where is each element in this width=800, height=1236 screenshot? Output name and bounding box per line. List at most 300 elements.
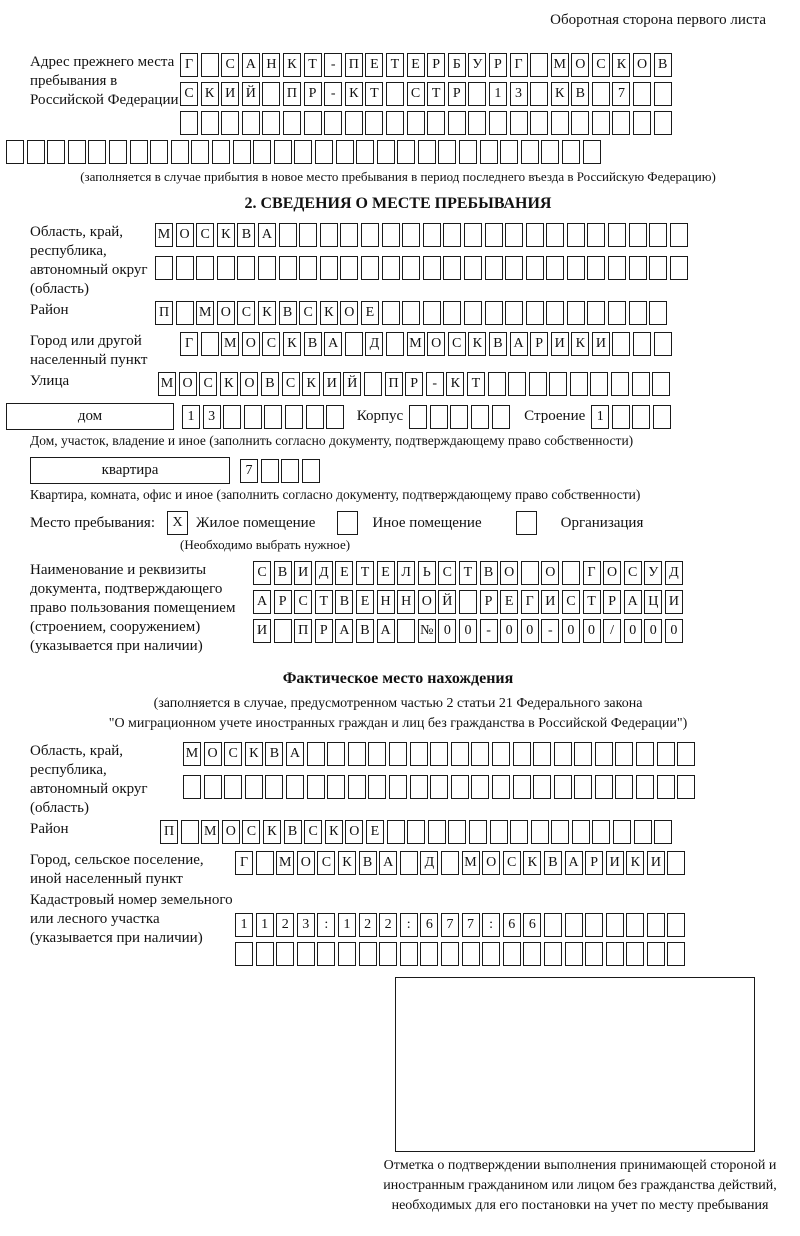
char-cell[interactable] — [304, 111, 322, 135]
char-cell[interactable] — [657, 775, 675, 799]
char-cell[interactable] — [409, 405, 427, 429]
char-cell[interactable] — [348, 742, 366, 766]
char-cell[interactable]: У — [644, 561, 662, 585]
char-cell[interactable]: Д — [365, 332, 383, 356]
char-cell[interactable]: 7 — [462, 913, 480, 937]
char-cell[interactable] — [389, 775, 407, 799]
char-cell[interactable] — [368, 742, 386, 766]
char-cell[interactable] — [572, 820, 590, 844]
char-cell[interactable]: К — [325, 820, 343, 844]
char-cell[interactable]: К — [612, 53, 630, 77]
char-cell[interactable] — [221, 111, 239, 135]
char-cell[interactable] — [531, 820, 549, 844]
char-cell[interactable] — [653, 405, 671, 429]
char-cell[interactable] — [299, 223, 317, 247]
char-cell[interactable] — [327, 742, 345, 766]
char-cell[interactable] — [471, 742, 489, 766]
char-cell[interactable] — [427, 111, 445, 135]
char-cell[interactable]: М — [551, 53, 569, 77]
char-cell[interactable] — [649, 256, 667, 280]
char-cell[interactable]: - — [480, 619, 498, 643]
char-cell[interactable]: Р — [530, 332, 548, 356]
char-cell[interactable]: 6 — [503, 913, 521, 937]
char-cell[interactable]: 2 — [379, 913, 397, 937]
char-cell[interactable]: М — [462, 851, 480, 875]
char-cell[interactable]: Ц — [644, 590, 662, 614]
char-cell[interactable]: К — [446, 372, 464, 396]
char-cell[interactable] — [667, 942, 685, 966]
char-cell[interactable] — [464, 301, 482, 325]
char-cell[interactable]: С — [317, 851, 335, 875]
char-cell[interactable] — [155, 256, 173, 280]
char-cell[interactable] — [386, 82, 404, 106]
char-cell[interactable] — [379, 942, 397, 966]
char-cell[interactable]: К — [283, 53, 301, 77]
char-cell[interactable]: С — [221, 53, 239, 77]
char-cell[interactable] — [423, 223, 441, 247]
char-cell[interactable] — [276, 942, 294, 966]
char-cell[interactable]: О — [176, 223, 194, 247]
char-cell[interactable] — [652, 372, 670, 396]
char-cell[interactable] — [420, 942, 438, 966]
char-cell[interactable] — [180, 111, 198, 135]
char-cell[interactable]: 0 — [438, 619, 456, 643]
char-cell[interactable] — [265, 775, 283, 799]
char-cell[interactable]: О — [427, 332, 445, 356]
char-cell[interactable]: 1 — [256, 913, 274, 937]
char-cell[interactable] — [130, 140, 148, 164]
char-cell[interactable] — [201, 53, 219, 77]
char-cell[interactable] — [382, 223, 400, 247]
char-cell[interactable]: А — [565, 851, 583, 875]
char-cell[interactable] — [336, 140, 354, 164]
char-cell[interactable]: Т — [365, 82, 383, 106]
char-cell[interactable] — [338, 942, 356, 966]
char-cell[interactable]: К — [217, 223, 235, 247]
char-cell[interactable] — [649, 301, 667, 325]
char-cell[interactable]: В — [284, 820, 302, 844]
char-cell[interactable]: О — [217, 301, 235, 325]
char-cell[interactable]: Д — [420, 851, 438, 875]
char-cell[interactable] — [521, 561, 539, 585]
char-cell[interactable] — [459, 140, 477, 164]
char-cell[interactable]: О — [297, 851, 315, 875]
char-cell[interactable]: С — [438, 561, 456, 585]
char-cell[interactable] — [302, 459, 320, 483]
char-cell[interactable] — [636, 742, 654, 766]
char-cell[interactable] — [418, 140, 436, 164]
char-cell[interactable] — [441, 942, 459, 966]
char-cell[interactable]: А — [258, 223, 276, 247]
char-cell[interactable] — [654, 820, 672, 844]
char-cell[interactable] — [317, 942, 335, 966]
char-cell[interactable]: П — [345, 53, 363, 77]
char-cell[interactable]: Д — [665, 561, 683, 585]
char-cell[interactable]: С — [294, 590, 312, 614]
char-cell[interactable]: Е — [407, 53, 425, 77]
char-cell[interactable] — [235, 942, 253, 966]
char-cell[interactable]: М — [183, 742, 201, 766]
char-cell[interactable]: О — [571, 53, 589, 77]
char-cell[interactable]: С — [196, 223, 214, 247]
char-cell[interactable]: А — [242, 53, 260, 77]
char-cell[interactable] — [68, 140, 86, 164]
char-cell[interactable]: К — [551, 82, 569, 106]
char-cell[interactable] — [567, 301, 585, 325]
char-cell[interactable]: К — [245, 742, 263, 766]
char-cell[interactable] — [402, 301, 420, 325]
char-cell[interactable]: К — [283, 332, 301, 356]
char-cell[interactable]: А — [253, 590, 271, 614]
char-cell[interactable] — [326, 405, 344, 429]
char-cell[interactable]: В — [544, 851, 562, 875]
char-cell[interactable]: : — [317, 913, 335, 937]
char-cell[interactable] — [281, 459, 299, 483]
char-cell[interactable] — [554, 742, 572, 766]
char-cell[interactable]: В — [359, 851, 377, 875]
char-cell[interactable]: Е — [500, 590, 518, 614]
char-cell[interactable] — [513, 775, 531, 799]
char-cell[interactable] — [615, 742, 633, 766]
char-cell[interactable] — [6, 140, 24, 164]
char-cell[interactable] — [571, 111, 589, 135]
char-cell[interactable]: А — [624, 590, 642, 614]
char-cell[interactable]: 7 — [240, 459, 258, 483]
char-cell[interactable]: М — [196, 301, 214, 325]
char-cell[interactable] — [636, 775, 654, 799]
char-cell[interactable]: - — [324, 82, 342, 106]
char-cell[interactable] — [492, 775, 510, 799]
char-cell[interactable]: Г — [235, 851, 253, 875]
char-cell[interactable] — [489, 111, 507, 135]
char-cell[interactable] — [583, 140, 601, 164]
char-cell[interactable]: И — [551, 332, 569, 356]
char-cell[interactable] — [549, 372, 567, 396]
char-cell[interactable] — [608, 256, 626, 280]
char-cell[interactable] — [505, 223, 523, 247]
char-cell[interactable] — [450, 405, 468, 429]
char-cell[interactable]: О — [204, 742, 222, 766]
char-cell[interactable] — [428, 820, 446, 844]
char-cell[interactable] — [633, 82, 651, 106]
char-cell[interactable] — [546, 256, 564, 280]
char-cell[interactable]: Т — [304, 53, 322, 77]
char-cell[interactable]: С — [180, 82, 198, 106]
char-cell[interactable] — [670, 256, 688, 280]
char-cell[interactable] — [587, 301, 605, 325]
char-cell[interactable]: Е — [356, 590, 374, 614]
char-cell[interactable]: И — [294, 561, 312, 585]
char-cell[interactable] — [377, 140, 395, 164]
char-cell[interactable]: Б — [448, 53, 466, 77]
char-cell[interactable] — [626, 913, 644, 937]
char-cell[interactable] — [279, 223, 297, 247]
char-cell[interactable] — [647, 913, 665, 937]
char-cell[interactable]: К — [468, 332, 486, 356]
char-cell[interactable]: 1 — [235, 913, 253, 937]
char-cell[interactable]: С — [262, 332, 280, 356]
char-cell[interactable] — [279, 256, 297, 280]
char-cell[interactable] — [443, 256, 461, 280]
char-cell[interactable] — [570, 372, 588, 396]
char-cell[interactable] — [27, 140, 45, 164]
char-cell[interactable] — [567, 256, 585, 280]
char-cell[interactable] — [667, 851, 685, 875]
char-cell[interactable]: С — [624, 561, 642, 585]
char-cell[interactable]: И — [647, 851, 665, 875]
char-cell[interactable] — [327, 775, 345, 799]
char-cell[interactable] — [544, 942, 562, 966]
char-cell[interactable] — [176, 256, 194, 280]
char-cell[interactable] — [397, 619, 415, 643]
char-cell[interactable]: С — [304, 820, 322, 844]
char-cell[interactable]: С — [282, 372, 300, 396]
char-cell[interactable] — [629, 301, 647, 325]
char-cell[interactable] — [183, 775, 201, 799]
char-cell[interactable] — [615, 775, 633, 799]
char-cell[interactable] — [529, 372, 547, 396]
char-cell[interactable] — [544, 913, 562, 937]
char-cell[interactable] — [606, 942, 624, 966]
char-cell[interactable] — [647, 942, 665, 966]
char-cell[interactable] — [448, 820, 466, 844]
char-cell[interactable] — [541, 140, 559, 164]
char-cell[interactable]: И — [541, 590, 559, 614]
char-cell[interactable] — [562, 140, 580, 164]
char-cell[interactable]: Р — [480, 590, 498, 614]
char-cell[interactable]: Е — [366, 820, 384, 844]
char-cell[interactable] — [361, 223, 379, 247]
char-cell[interactable]: В — [261, 372, 279, 396]
char-cell[interactable] — [468, 111, 486, 135]
char-cell[interactable] — [364, 372, 382, 396]
char-cell[interactable]: Й — [343, 372, 361, 396]
char-cell[interactable]: А — [324, 332, 342, 356]
char-cell[interactable]: В — [489, 332, 507, 356]
char-cell[interactable]: Т — [459, 561, 477, 585]
char-cell[interactable] — [361, 256, 379, 280]
char-cell[interactable] — [510, 820, 528, 844]
char-cell[interactable] — [654, 332, 672, 356]
char-cell[interactable] — [274, 140, 292, 164]
char-cell[interactable]: М — [221, 332, 239, 356]
char-cell[interactable]: Р — [304, 82, 322, 106]
char-cell[interactable] — [471, 405, 489, 429]
char-cell[interactable] — [244, 405, 262, 429]
char-cell[interactable]: - — [426, 372, 444, 396]
char-cell[interactable]: И — [592, 332, 610, 356]
char-cell[interactable]: Г — [510, 53, 528, 77]
char-cell[interactable] — [480, 140, 498, 164]
char-cell[interactable]: У — [468, 53, 486, 77]
char-cell[interactable] — [348, 775, 366, 799]
char-cell[interactable]: К — [258, 301, 276, 325]
char-cell[interactable]: И — [665, 590, 683, 614]
char-cell[interactable] — [389, 742, 407, 766]
char-cell[interactable]: С — [237, 301, 255, 325]
char-cell[interactable] — [410, 775, 428, 799]
char-cell[interactable] — [191, 140, 209, 164]
char-cell[interactable]: С — [562, 590, 580, 614]
char-cell[interactable]: О — [541, 561, 559, 585]
char-cell[interactable]: Й — [242, 82, 260, 106]
char-cell[interactable]: - — [541, 619, 559, 643]
char-cell[interactable] — [386, 111, 404, 135]
char-cell[interactable] — [237, 256, 255, 280]
char-cell[interactable]: К — [345, 82, 363, 106]
char-cell[interactable]: 0 — [644, 619, 662, 643]
char-cell[interactable]: 3 — [203, 405, 221, 429]
char-cell[interactable]: Н — [397, 590, 415, 614]
char-cell[interactable] — [438, 140, 456, 164]
char-cell[interactable] — [567, 223, 585, 247]
char-cell[interactable] — [632, 405, 650, 429]
char-cell[interactable]: 3 — [297, 913, 315, 937]
char-cell[interactable]: 0 — [624, 619, 642, 643]
char-cell[interactable] — [423, 301, 441, 325]
char-cell[interactable] — [430, 775, 448, 799]
char-cell[interactable] — [677, 742, 695, 766]
char-cell[interactable] — [574, 775, 592, 799]
char-cell[interactable] — [613, 820, 631, 844]
char-cell[interactable] — [533, 742, 551, 766]
stay-type-checkbox-residential[interactable]: X — [167, 511, 188, 535]
char-cell[interactable]: К — [302, 372, 320, 396]
char-cell[interactable]: Г — [180, 332, 198, 356]
char-cell[interactable] — [253, 140, 271, 164]
char-cell[interactable] — [654, 82, 672, 106]
char-cell[interactable]: Р — [603, 590, 621, 614]
char-cell[interactable] — [441, 851, 459, 875]
char-cell[interactable] — [264, 405, 282, 429]
char-cell[interactable] — [608, 301, 626, 325]
char-cell[interactable]: А — [510, 332, 528, 356]
char-cell[interactable] — [47, 140, 65, 164]
char-cell[interactable] — [217, 256, 235, 280]
char-cell[interactable]: Ь — [418, 561, 436, 585]
char-cell[interactable]: 0 — [583, 619, 601, 643]
char-cell[interactable]: Д — [315, 561, 333, 585]
char-cell[interactable] — [526, 223, 544, 247]
char-cell[interactable] — [657, 742, 675, 766]
char-cell[interactable] — [233, 140, 251, 164]
char-cell[interactable]: О — [633, 53, 651, 77]
char-cell[interactable] — [595, 742, 613, 766]
char-cell[interactable]: В — [279, 301, 297, 325]
char-cell[interactable]: Р — [585, 851, 603, 875]
char-cell[interactable] — [204, 775, 222, 799]
char-cell[interactable] — [262, 82, 280, 106]
char-cell[interactable]: 7 — [612, 82, 630, 106]
char-cell[interactable] — [677, 775, 695, 799]
char-cell[interactable]: - — [324, 53, 342, 77]
char-cell[interactable] — [410, 742, 428, 766]
char-cell[interactable] — [464, 223, 482, 247]
char-cell[interactable]: А — [379, 851, 397, 875]
char-cell[interactable]: Т — [356, 561, 374, 585]
char-cell[interactable] — [201, 332, 219, 356]
char-cell[interactable] — [592, 111, 610, 135]
char-cell[interactable] — [546, 223, 564, 247]
char-cell[interactable] — [633, 332, 651, 356]
char-cell[interactable]: Е — [335, 561, 353, 585]
char-cell[interactable] — [592, 820, 610, 844]
char-cell[interactable] — [464, 256, 482, 280]
char-cell[interactable] — [345, 332, 363, 356]
char-cell[interactable] — [256, 851, 274, 875]
char-cell[interactable] — [171, 140, 189, 164]
char-cell[interactable] — [508, 372, 526, 396]
char-cell[interactable]: М — [155, 223, 173, 247]
char-cell[interactable]: Н — [377, 590, 395, 614]
char-cell[interactable]: Р — [274, 590, 292, 614]
char-cell[interactable] — [462, 942, 480, 966]
char-cell[interactable] — [608, 223, 626, 247]
char-cell[interactable] — [574, 742, 592, 766]
char-cell[interactable] — [224, 775, 242, 799]
char-cell[interactable]: Р — [405, 372, 423, 396]
char-cell[interactable]: : — [482, 913, 500, 937]
char-cell[interactable] — [443, 223, 461, 247]
char-cell[interactable]: / — [603, 619, 621, 643]
char-cell[interactable] — [294, 140, 312, 164]
char-cell[interactable]: А — [286, 742, 304, 766]
char-cell[interactable]: Е — [365, 53, 383, 77]
char-cell[interactable]: О — [603, 561, 621, 585]
char-cell[interactable]: 7 — [441, 913, 459, 937]
char-cell[interactable] — [212, 140, 230, 164]
char-cell[interactable] — [530, 111, 548, 135]
char-cell[interactable]: И — [253, 619, 271, 643]
char-cell[interactable] — [299, 256, 317, 280]
char-cell[interactable]: Т — [467, 372, 485, 396]
char-cell[interactable]: Т — [427, 82, 445, 106]
char-cell[interactable]: С — [242, 820, 260, 844]
char-cell[interactable] — [485, 301, 503, 325]
char-cell[interactable]: Е — [377, 561, 395, 585]
char-cell[interactable] — [468, 82, 486, 106]
char-cell[interactable]: В — [274, 561, 292, 585]
char-cell[interactable] — [423, 256, 441, 280]
char-cell[interactable] — [551, 820, 569, 844]
char-cell[interactable]: Й — [438, 590, 456, 614]
char-cell[interactable] — [533, 775, 551, 799]
char-cell[interactable]: 0 — [562, 619, 580, 643]
char-cell[interactable]: Е — [361, 301, 379, 325]
char-cell[interactable] — [387, 820, 405, 844]
char-cell[interactable]: С — [407, 82, 425, 106]
char-cell[interactable] — [109, 140, 127, 164]
char-cell[interactable]: П — [160, 820, 178, 844]
char-cell[interactable]: Н — [262, 53, 280, 77]
char-cell[interactable] — [382, 301, 400, 325]
char-cell[interactable] — [595, 775, 613, 799]
char-cell[interactable] — [654, 111, 672, 135]
char-cell[interactable]: О — [179, 372, 197, 396]
char-cell[interactable]: К — [523, 851, 541, 875]
char-cell[interactable] — [513, 742, 531, 766]
char-cell[interactable] — [485, 256, 503, 280]
char-cell[interactable] — [526, 256, 544, 280]
char-cell[interactable]: С — [503, 851, 521, 875]
char-cell[interactable] — [324, 111, 342, 135]
char-cell[interactable]: О — [242, 332, 260, 356]
char-cell[interactable]: О — [222, 820, 240, 844]
char-cell[interactable] — [482, 942, 500, 966]
char-cell[interactable]: П — [294, 619, 312, 643]
char-cell[interactable]: К — [338, 851, 356, 875]
char-cell[interactable] — [592, 82, 610, 106]
